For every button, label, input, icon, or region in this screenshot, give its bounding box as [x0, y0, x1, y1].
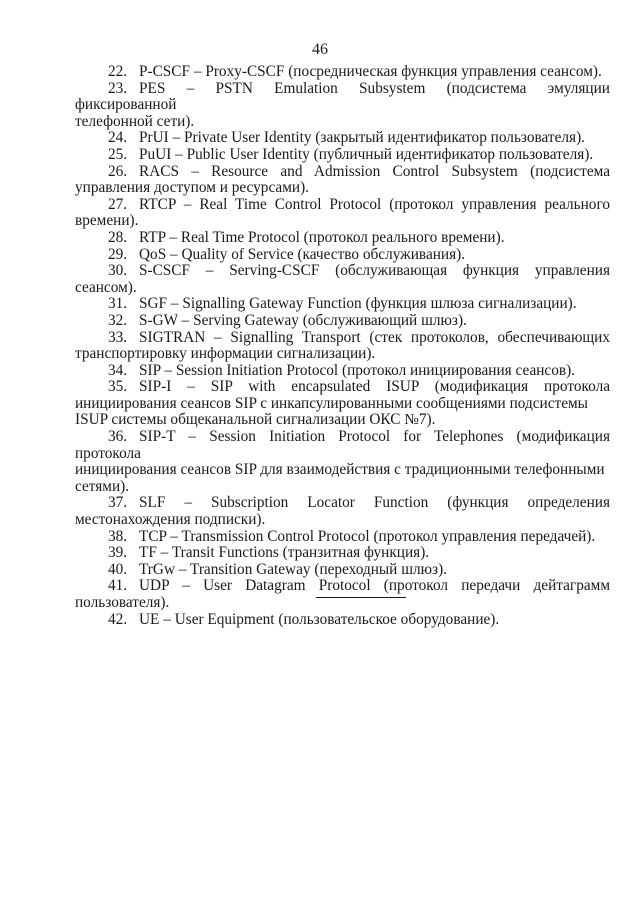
list-item — [75, 429, 610, 462]
item-number: 37. — [108, 494, 128, 512]
item-number: 22. — [108, 63, 128, 80]
item-text: QoS – Quality of Service (качество обслуживания). — [139, 245, 466, 263]
item-text: P-CSCF – Proxy-CSCF (посредническая функция управления сеансом). — [139, 63, 602, 80]
item-text: RTP – Real Time Protocol (протокол реального времени). — [139, 228, 505, 246]
list-item — [75, 545, 610, 562]
list-item — [75, 230, 610, 247]
item-text: SIP-I – SIP with encapsulated ISUP (модификация протокола — [139, 378, 610, 396]
item-number: 24. — [108, 129, 128, 147]
item-number: 35. — [108, 378, 128, 396]
item-text: RACS – Resource and Admission Control Subsystem (подсистема — [139, 162, 610, 180]
item-number: 32. — [108, 311, 128, 329]
item-text: PES – PSTN Emulation Subsystem (подсистема эмуляции фиксированной — [75, 79, 610, 114]
item-text: SLF – Subscription Locator Function (функция определения — [139, 494, 610, 512]
item-text: S-CSCF – Serving-CSCF (обслуживающая функция управления сеансом). — [75, 262, 610, 296]
item-text: TCP – Transmission Control Protocol (протокол управления передачей). — [139, 527, 596, 545]
item-text: UE – User Equipment (пользовательское оборудование). — [139, 610, 500, 628]
item-number: 42. — [108, 610, 128, 628]
item-continuation: транспортировку информации сигнализации). — [75, 345, 376, 363]
item-text: SIGTRAN – Signalling Transport (стек протоколов, обеспечивающих — [139, 328, 610, 346]
item-text: TF – Transit Functions (транзитная функция). — [139, 544, 430, 562]
item-continuation: управления доступом и ресурсами). — [75, 179, 309, 197]
list-item — [75, 296, 610, 313]
list-item — [75, 164, 610, 181]
item-number: 33. — [108, 328, 128, 346]
end-rule — [316, 597, 406, 598]
list-item — [75, 81, 610, 114]
list-item — [75, 263, 610, 296]
list-item — [75, 529, 610, 546]
list-item — [75, 379, 610, 396]
item-continuation: телефонной сети). — [75, 112, 195, 130]
item-continuation: инициирования сеансов SIP для взаимодействия с традиционными телефонными сетями). — [75, 461, 605, 495]
list-item — [75, 562, 610, 579]
list-item — [75, 330, 610, 347]
item-text: RTCP – Real Time Control Protocol (протокол управления реального — [139, 195, 610, 213]
item-number: 34. — [108, 361, 128, 379]
list-item — [75, 147, 610, 164]
item-text: PrUI – Private User Identity (закрытый идентификатор пользователя). — [139, 129, 585, 147]
item-continuation: инициирования сеансов SIP с инкапсулированными сообщениями подсистемы ISUP системы общеканальной сигнализации ОКС №7). — [75, 394, 588, 429]
item-number: 30. — [108, 262, 128, 280]
list-item — [75, 495, 610, 512]
item-continuation: местонахождения подписки). — [75, 511, 266, 529]
item-number: 41. — [108, 577, 128, 595]
item-text: SIP – Session Initiation Protocol (протокол инициирования сеансов). — [139, 361, 576, 379]
item-continuation: времени). — [75, 212, 139, 230]
abbreviation-list — [75, 64, 610, 628]
item-number: 25. — [108, 145, 128, 163]
list-item — [75, 313, 610, 330]
item-text: TrGw – Transition Gateway (переходный шлюз). — [139, 560, 447, 578]
item-number: 39. — [108, 544, 128, 562]
item-number: 29. — [108, 245, 128, 263]
item-number: 31. — [108, 295, 128, 313]
item-text: UDP – User Datagram Protocol (протокол передачи дейтаграмм — [139, 577, 610, 595]
item-number: 26. — [108, 162, 128, 180]
item-number: 38. — [108, 527, 128, 545]
item-number: 40. — [108, 560, 128, 578]
list-item — [75, 64, 610, 81]
item-number: 28. — [108, 228, 128, 246]
list-item — [75, 130, 610, 147]
list-item — [75, 363, 610, 380]
list-item — [75, 197, 610, 214]
page-number: 46 — [312, 41, 328, 58]
item-continuation: пользователя). — [75, 594, 170, 611]
item-text: S-GW – Serving Gateway (обслуживающий шлюз). — [139, 311, 467, 329]
list-item — [75, 612, 610, 629]
item-text: PuUI – Public User Identity (публичный идентификатор пользователя). — [139, 145, 594, 163]
item-text: SIP-T – Session Initiation Protocol for Telephones (модификация протокола — [75, 428, 610, 462]
item-text: SGF – Signalling Gateway Function (функция шлюза сигнализации). — [139, 295, 577, 313]
item-number: 27. — [108, 195, 128, 213]
item-number: 23. — [108, 79, 128, 97]
list-item — [75, 578, 610, 595]
item-number: 36. — [108, 428, 128, 446]
list-item — [75, 247, 610, 264]
